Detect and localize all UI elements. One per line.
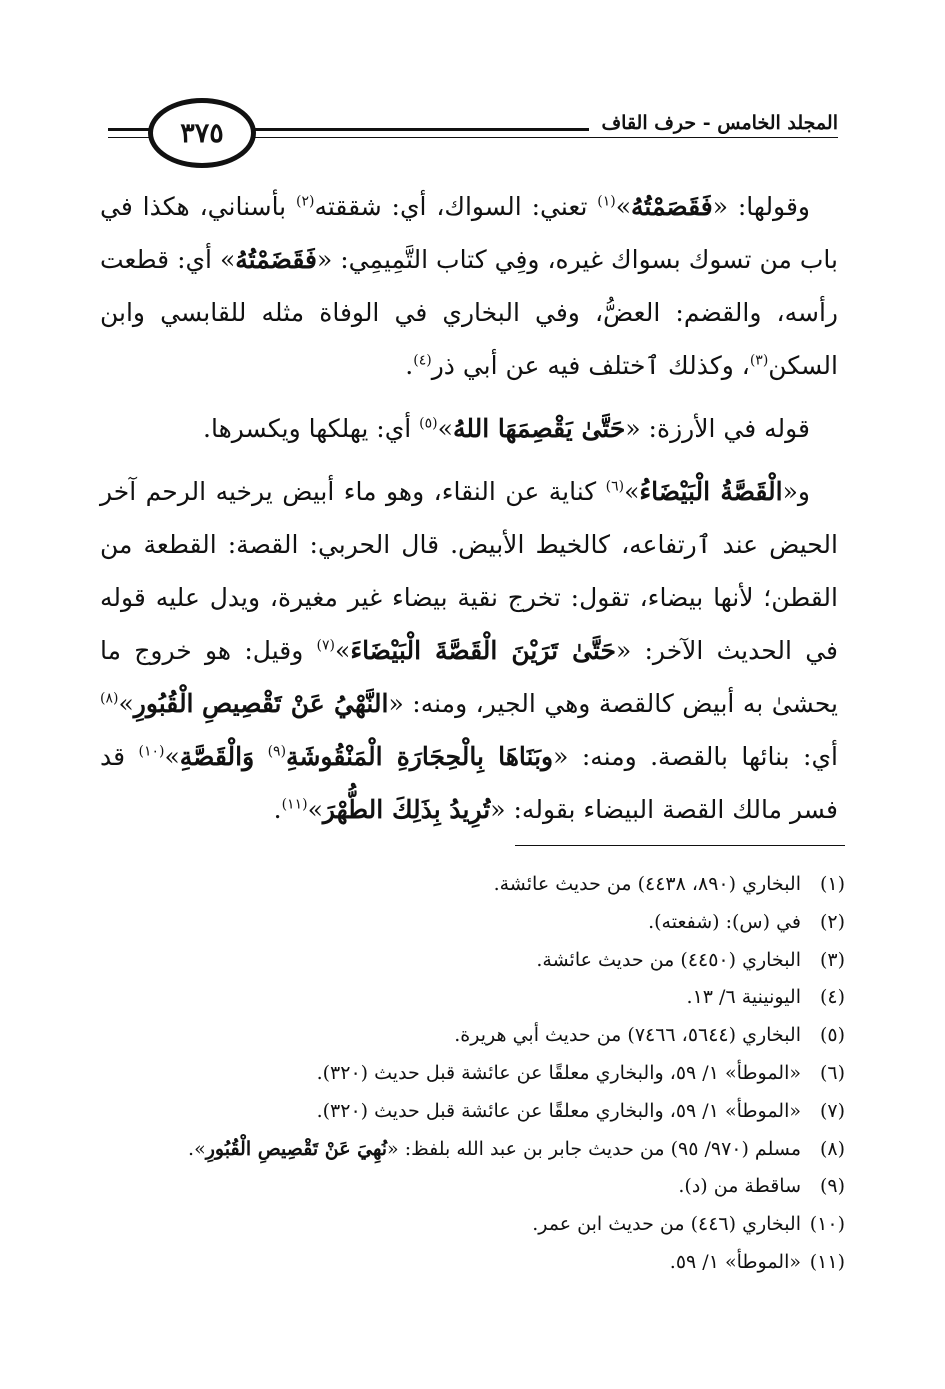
text-run: في باب من تسوك بسواك غيره، وفِي كتاب التَّمِيمِي: «	[100, 192, 838, 274]
footnote	[85, 1168, 845, 1206]
main-text	[100, 180, 838, 836]
text-run: »	[335, 636, 351, 665]
hadith-quote: فَقَصَمْتُهُ	[631, 192, 713, 221]
footnote-text: البخاري (٨٩٠، ٤٤٣٨) من حديث عائشة.	[493, 873, 801, 895]
hadith-quote: حَتَّىٰ تَرَيْنَ الْقَصَّةَ الْبَيْضَاءَ	[350, 636, 616, 665]
text-run: قوله في الأرزة: «	[625, 414, 810, 443]
text-run: القطن؛ لأنها بيضاء، تقول: تخرج نقية بيضاء غير مغيرة، ويدل عليه قوله	[100, 583, 838, 612]
text-run: ما يحشىٰ به أبيض كالقصة وهي الجير، ومنه: «	[100, 636, 839, 718]
footnote-ref: (١٠)	[138, 743, 165, 760]
footnote-text: في (س): (شفعته).	[648, 910, 801, 933]
text-run: و«	[782, 477, 810, 506]
footnote	[85, 979, 845, 1017]
text-run: تعني: السواك، أي: شققته	[314, 192, 598, 221]
footnote-ref: (٨)	[100, 690, 119, 707]
footnote	[85, 1017, 845, 1055]
footnote-ref: (٥)	[419, 415, 438, 432]
footnotes	[85, 866, 845, 1282]
text-run: وابن السكن	[100, 298, 838, 380]
footnote-text: «الموطأ» ١/ ٥٩، والبخاري معلقًا عن عائشة قبل حديث (٣٢٠).	[316, 1099, 801, 1122]
text-run: » أي:	[177, 245, 236, 274]
paragraph	[100, 465, 838, 836]
footnote	[85, 866, 845, 904]
footnote	[85, 1244, 845, 1282]
footnote-text: اليونينية ٦/ ١٣.	[686, 986, 801, 1009]
hadith-quote: تُرِيدُ بِذَلِكَ الطُّهْرَ	[322, 795, 491, 824]
text-run: وقيل: هو خروج	[134, 636, 317, 665]
footnote	[85, 1131, 845, 1169]
text-run: أي: بنائها بالقصة. ومنه: «	[553, 742, 838, 771]
footnote-number: (٦)	[819, 1061, 845, 1084]
footnote-ref: (٦)	[605, 478, 625, 495]
hadith-quote: الْقُبُورِ	[133, 689, 194, 718]
footnote-number: (٢)	[819, 910, 845, 933]
text-run: كناية عن النقاء، وهو ماء أبيض يرخيه الرحم آخر	[100, 477, 606, 506]
text-run: وقولها: «	[712, 192, 810, 221]
footnote-number: (٣)	[819, 948, 845, 971]
footnote-ref: (١١)	[281, 796, 308, 813]
footnote	[85, 1093, 845, 1131]
footnote-ref: (٤)	[413, 352, 432, 369]
footnote-separator	[515, 845, 845, 846]
footnote-ref: (٧)	[316, 637, 336, 654]
footnote-text: مسلم (٩٧٠/ ٩٥) من حديث جابر بن عبد الله بلفظ: «	[387, 1137, 801, 1160]
page-number-frame	[148, 98, 256, 168]
footnote-number: (٥)	[819, 1024, 845, 1047]
footnote-number: (٩)	[819, 1175, 845, 1198]
text-run: الحيض عند ٱرتفاعه، كالخيط الأبيض. قال الحربي: القصة: القطعة من	[100, 530, 838, 559]
footnote-number: (٤)	[819, 986, 845, 1009]
page-header	[108, 88, 838, 178]
hadith-quote: وَالْقَصَّةِ	[179, 742, 255, 771]
footnote-ref: (٩)	[267, 743, 287, 760]
text-run: بأسناني، هكذا	[142, 192, 296, 221]
footnote-text: البخاري (٥٦٤٤، ٧٤٦٦) من حديث أبي هريرة.	[454, 1024, 801, 1047]
footnote-text: ساقطة من (د).	[678, 1175, 801, 1198]
text-run: في الحديث الآخر: «	[615, 636, 838, 665]
footnote-text: «الموطأ» ١/ ٥٩.	[669, 1250, 801, 1273]
footnote-number: (٨)	[819, 1137, 845, 1160]
footnote-hadith: نُهِيَ عَنْ تَقْصِيصِ الْقُبُورِ	[205, 1137, 388, 1160]
footnote-ref: (١)	[597, 193, 616, 210]
footnote-ref: (٢)	[296, 193, 315, 210]
footnote-text-end: ».	[188, 1137, 206, 1160]
footnote-ref: (٣)	[749, 352, 769, 369]
hadith-quote: النَّهْيُ عَنْ تَقْصِيصِ	[202, 689, 389, 718]
footnote	[85, 904, 845, 942]
text-run: قطعت رأسه، والقضم: العضُّ، وفي البخاري في الوفاة مثله للقابسي	[100, 245, 838, 327]
hadith-quote: حَتَّىٰ يَقْصِمَهَا اللهُ	[452, 414, 626, 443]
text-run: »	[307, 795, 323, 824]
footnote	[85, 942, 845, 980]
paragraph	[100, 402, 838, 455]
footnote-text: «الموطأ» ١/ ٥٩، والبخاري معلقًا عن عائشة قبل حديث (٣٢٠).	[316, 1061, 801, 1084]
hadith-quote: وبَنَاهَا بِالْحِجَارَةِ الْمَنْقُوشَةِ	[286, 742, 554, 771]
text-run: »	[624, 477, 640, 506]
running-head: المجلد الخامس - حرف القاف	[589, 112, 838, 134]
text-run: أي: يهلكها ويكسرها.	[203, 414, 420, 443]
footnote	[85, 1055, 845, 1093]
footnote	[85, 1206, 845, 1244]
footnote-text: البخاري (٤٤٦) من حديث ابن عمر.	[532, 1213, 801, 1236]
text-run: .	[405, 351, 414, 380]
text-run: »	[164, 742, 180, 771]
footnote-number: (٧)	[819, 1099, 845, 1122]
text-run: »	[437, 414, 453, 443]
hadith-quote: فَقَضَمْتُهُ	[235, 245, 317, 274]
text-run: ، وكذلك ٱختلف فيه عن أبي ذر	[431, 351, 750, 380]
footnote-number: (١٠)	[809, 1213, 845, 1236]
text-run: .	[273, 795, 282, 824]
page-number: ٣٧٥	[180, 117, 224, 149]
text-run: »	[615, 192, 632, 221]
hadith-quote: الْقَصَّةُ الْبَيْضَاءُ	[639, 477, 783, 506]
paragraph	[100, 180, 838, 392]
text-run: »	[118, 689, 134, 718]
text-run: قد فسر مالك القصة البيضاء بقوله: «	[100, 742, 838, 824]
footnote-number: (١١)	[809, 1250, 845, 1273]
footnote-text: البخاري (٤٤٥٠) من حديث عائشة.	[536, 948, 801, 971]
footnote-number: (١)	[819, 873, 845, 895]
